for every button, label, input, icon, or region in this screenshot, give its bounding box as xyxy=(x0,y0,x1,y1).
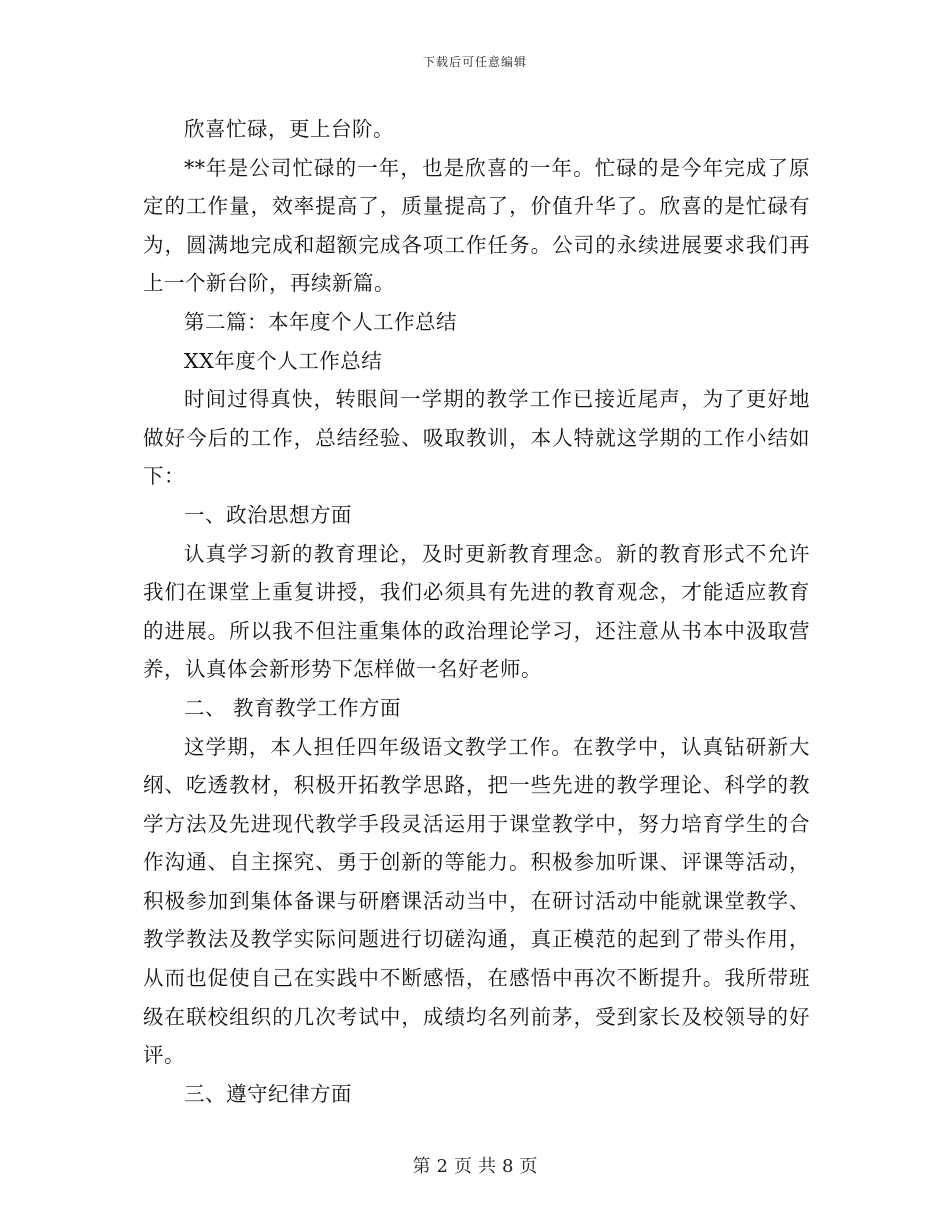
paragraph-intro: 时间过得真快，转眼间一学期的教学工作已接近尾声，为了更好地做好今后的工作，总结经验、吸取教训，本人特就这学期的工作小结如下： xyxy=(143,387,810,489)
page-label-suffix: 页 xyxy=(519,1156,538,1177)
paragraph-heading-teaching: 二、 教育教学工作方面 xyxy=(184,695,402,720)
total-label: 共 xyxy=(478,1156,496,1177)
page-footer xyxy=(0,1152,950,1178)
current-page-number: 2 xyxy=(436,1156,448,1177)
total-pages-number: 8 xyxy=(502,1156,514,1177)
paragraph-section-heading: 第二篇：本年度个人工作总结 xyxy=(184,309,457,334)
page-label-mid: 页 xyxy=(454,1156,472,1177)
paragraph-teaching: 这学期，本人担任四年级语文教学工作。在教学中，认真钻研新大纲、吃透教材，积极开拓教学思路，把一些先进的教学理论、科学的教学方法及先进现代教学手段灵活运用于课堂教学中，努力培育学生的合作沟通、自主探究、勇于创新的等能力。积极参加听课、评课等活动，积极参加到集体备课与研磨课活动当中，在研讨活动中能就课堂教学、教学教法及教学实际问题进行切磋沟通，真正模范的起到了带头作用，从而也促使自己在实践中不断感悟，在感悟中再次不断提升。我所带班级在联校组织的几次考试中，成绩均名列前茅，受到家长及校领导的好评。 xyxy=(143,734,810,1068)
paragraph-company-summary: **年是公司忙碌的一年，也是欣喜的一年。忙碌的是今年完成了原定的工作量，效率提高了，质量提高了，价值升华了。欣喜的是忙碌有为，圆满地完成和超额完成各项工作任务。公司的永续进展要求我们再上一个新台阶，再续新篇。 xyxy=(143,155,810,296)
page-header: 下载后可任意编辑 xyxy=(422,55,527,69)
page-label-prefix: 第 xyxy=(412,1156,431,1177)
document-body xyxy=(143,110,810,1113)
paragraph-heading-politics: 一、政治思想方面 xyxy=(184,502,352,527)
paragraph-heading-discipline: 三、遵守纪律方面 xyxy=(184,1081,352,1106)
paragraph-subtitle: XX年度个人工作总结 xyxy=(184,348,383,373)
paragraph-title: 欣喜忙碌，更上台阶。 xyxy=(184,117,394,141)
paragraph-politics: 认真学习新的教育理论，及时更新教育理念。新的教育形式不允许我们在课堂上重复讲授，我们必须具有先进的教育观念，才能适应教育的进展。所以我不但注重集体的政治理论学习，还注意从书本中汲取营养，认真体会新形势下怎样做一名好老师。 xyxy=(143,541,810,682)
